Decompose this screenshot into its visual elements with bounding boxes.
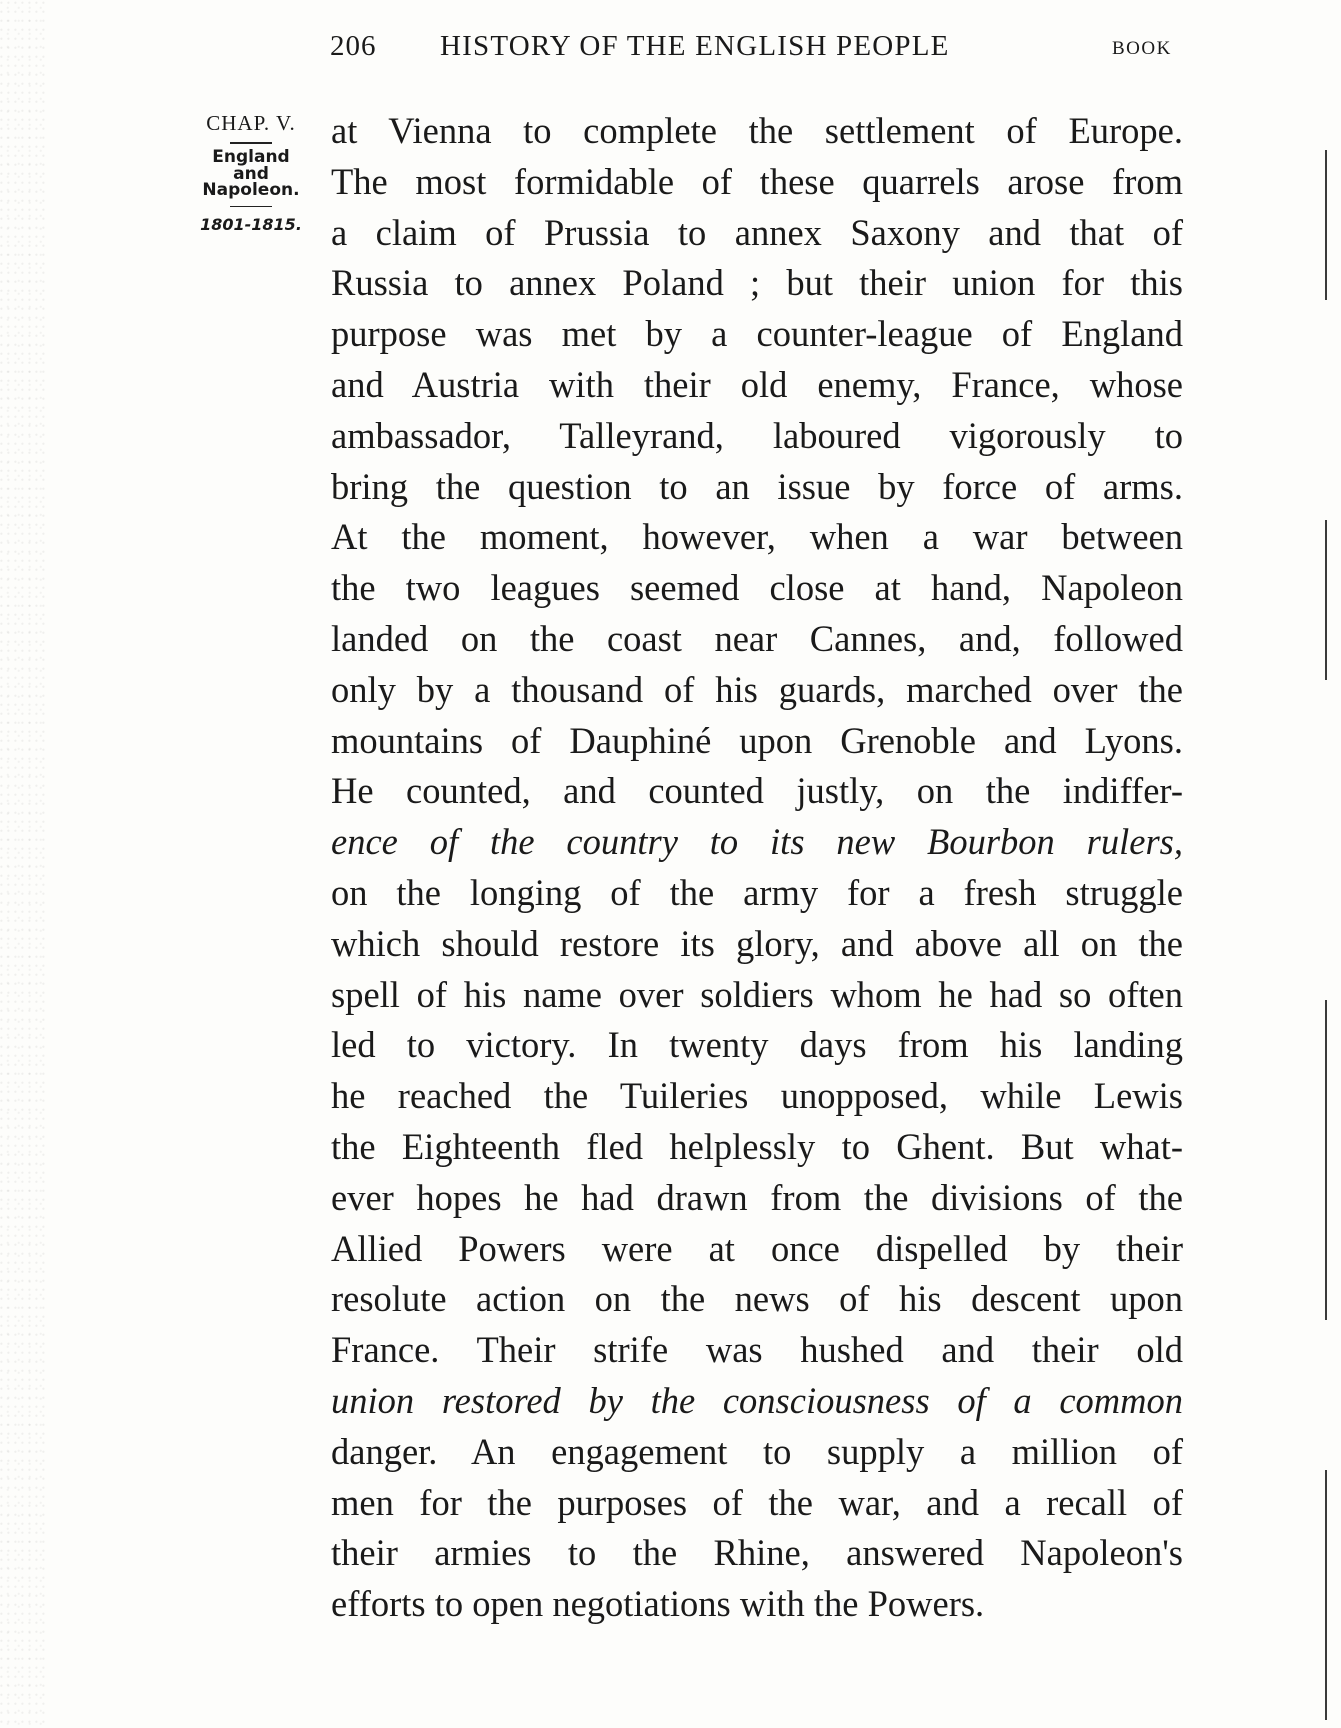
text-line: France. Their strife was hushed and their old bbox=[331, 1329, 1183, 1371]
margin-divider bbox=[230, 206, 272, 208]
book-label: BOOK bbox=[1112, 38, 1172, 59]
text-line: on the longing of the army for a fresh struggle bbox=[331, 871, 1183, 913]
text-line: and Austria with their old enemy, France, whose bbox=[331, 363, 1183, 405]
chapter-label: CHAP. V. bbox=[206, 111, 296, 135]
margin-subject-line: Napoleon. bbox=[202, 179, 300, 200]
text-line: only by a thousand of his guards, marched over the bbox=[331, 668, 1183, 710]
margin-subject-line: England bbox=[212, 146, 290, 167]
text-line: resolute action on the news of his descent upon bbox=[331, 1278, 1183, 1320]
text-line: which should restore its glory, and above all on the bbox=[331, 922, 1183, 964]
text-line: Russia to annex Poland ; but their union for this bbox=[331, 262, 1183, 304]
text-line: men for the purposes of the war, and a recall of bbox=[331, 1481, 1183, 1523]
text-line: danger. An engagement to supply a million of bbox=[331, 1430, 1183, 1472]
text-line: landed on the coast near Cannes, and, followed bbox=[331, 617, 1183, 659]
page-number: 206 bbox=[330, 30, 377, 62]
margin-subject bbox=[190, 148, 312, 200]
text-line: ence of the country to its new Bourbon rulers, bbox=[331, 821, 1183, 863]
text-line: purpose was met by a counter-league of England bbox=[331, 313, 1183, 355]
text-line: their armies to the Rhine, answered Napoleon's bbox=[331, 1532, 1183, 1574]
text-line: ever hopes he had drawn from the divisions of the bbox=[331, 1176, 1183, 1218]
text-line: efforts to open negotiations with the Powers. bbox=[331, 1583, 985, 1625]
running-title: HISTORY OF THE ENGLISH PEOPLE bbox=[440, 30, 950, 62]
scan-right-edge-mark bbox=[1325, 1470, 1327, 1720]
text-line: a claim of Prussia to annex Saxony and that of bbox=[331, 211, 1183, 253]
text-line: at Vienna to complete the settlement of Europe. bbox=[331, 110, 1183, 151]
text-line: led to victory. In twenty days from his landing bbox=[331, 1024, 1183, 1066]
text-line: union restored by the consciousness of a common bbox=[331, 1379, 1183, 1421]
text-line: the two leagues seemed close at hand, Napoleon bbox=[331, 567, 1183, 609]
body-text bbox=[331, 106, 1183, 1630]
text-line: He counted, and counted justly, on the indiffer- bbox=[331, 770, 1183, 812]
scan-edge-noise bbox=[0, 0, 46, 1728]
scan-right-edge-mark bbox=[1325, 150, 1327, 300]
margin-subject-line: and bbox=[233, 163, 269, 184]
text-line: the Eighteenth fled helplessly to Ghent. But what- bbox=[331, 1125, 1183, 1167]
text-line: spell of his name over soldiers whom he had so often bbox=[331, 973, 1183, 1015]
margin-notes bbox=[190, 110, 312, 234]
text-line: ambassador, Talleyrand, laboured vigorously to bbox=[331, 414, 1183, 456]
margin-dates: 1801-1815. bbox=[200, 215, 302, 234]
text-line: At the moment, however, when a war between bbox=[331, 516, 1183, 558]
running-header bbox=[330, 30, 1190, 70]
text-line: Allied Powers were at once dispelled by their bbox=[331, 1227, 1183, 1269]
scan-right-edge-mark bbox=[1325, 1000, 1327, 1320]
text-line: he reached the Tuileries unopposed, while Lewis bbox=[331, 1075, 1183, 1117]
text-line: mountains of Dauphiné upon Grenoble and Lyons. bbox=[331, 719, 1183, 761]
margin-divider bbox=[230, 142, 272, 144]
scan-right-edge-mark bbox=[1325, 520, 1327, 680]
text-line: The most formidable of these quarrels arose from bbox=[331, 160, 1183, 202]
text-line: bring the question to an issue by force of arms. bbox=[331, 465, 1183, 507]
